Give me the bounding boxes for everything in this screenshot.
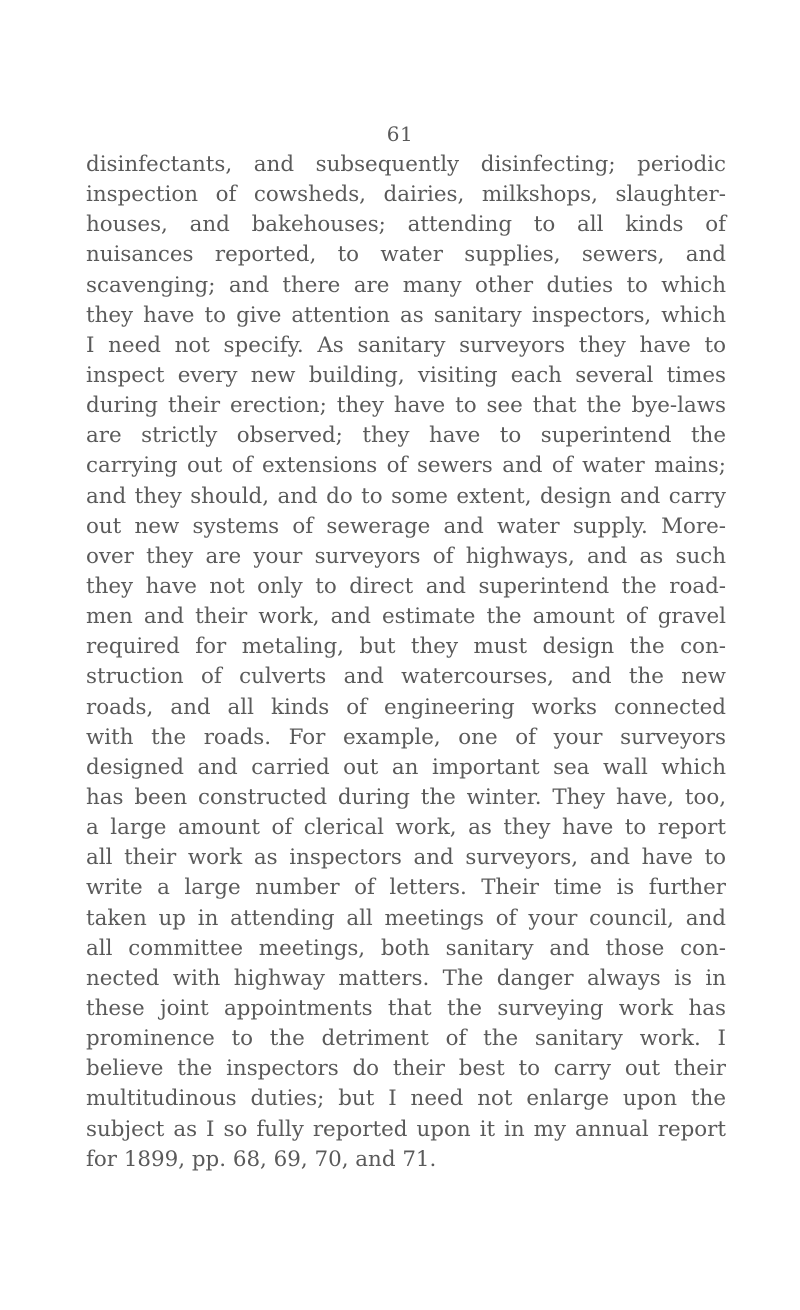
text-line: out new systems of sewerage and water supply. More-	[86, 513, 726, 539]
text-line: scavenging; and there are many other duties to which	[86, 272, 726, 298]
text-line: disinfectants, and subsequently disinfecting; periodic	[86, 152, 726, 177]
text-line: struction of culverts and watercourses, and the new	[86, 664, 726, 690]
text-line: carrying out of extensions of sewers and of water mains;	[86, 453, 726, 479]
text-line: nected with highway matters. The danger always is in	[86, 965, 726, 991]
text-line: with the roads. For example, one of your surveyors	[86, 724, 726, 750]
text-line: these joint appointments that the surveying work has	[86, 995, 726, 1021]
text-line: over they are your surveyors of highways, and as such	[86, 543, 726, 569]
page-number: 61	[386, 122, 414, 146]
text-line: a large amount of clerical work, as they have to report	[86, 815, 726, 841]
text-line: houses, and bakehouses; attending to all kinds of	[86, 212, 726, 238]
text-line: has been constructed during the winter. They have, too,	[86, 784, 726, 810]
text-line: write a large number of letters. Their time is further	[86, 875, 726, 901]
text-line: roads, and all kinds of engineering works connected	[86, 694, 726, 720]
text-line: inspection of cowsheds, dairies, milkshops, slaughter-	[86, 182, 726, 208]
text-line: prominence to the detriment of the sanitary work. I	[86, 1026, 726, 1052]
text-line: required for metaling, but they must design the con-	[86, 634, 726, 660]
text-line: multitudinous duties; but I need not enlarge upon the	[86, 1086, 726, 1112]
text-line: nuisances reported, to water supplies, sewers, and	[86, 242, 726, 268]
text-line: are strictly observed; they have to superintend the	[86, 423, 726, 449]
text-line: inspect every new building, visiting each several times	[86, 362, 726, 388]
text-line: they have to give attention as sanitary inspectors, which	[86, 302, 726, 328]
text-line: and they should, and do to some extent, design and carry	[86, 483, 726, 509]
text-line: men and their work, and estimate the amount of gravel	[86, 604, 726, 630]
text-line: taken up in attending all meetings of your council, and	[86, 905, 726, 931]
text-line: believe the inspectors do their best to carry out their	[86, 1056, 726, 1082]
text-line: they have not only to direct and superintend the road-	[86, 573, 726, 599]
text-line: designed and carried out an important sea wall which	[86, 754, 726, 780]
text-line: all committee meetings, both sanitary and those con-	[86, 935, 726, 961]
text-line: all their work as inspectors and surveyors, and have to	[86, 845, 726, 871]
text-line: for 1899, pp. 68, 69, 70, and 71.	[86, 1146, 437, 1172]
text-line: during their erection; they have to see that the bye-laws	[86, 393, 726, 419]
body-text	[86, 150, 726, 1175]
text-line: subject as I so fully reported upon it in my annual report	[86, 1116, 726, 1142]
text-line: I need not specify. As sanitary surveyors they have to	[86, 332, 726, 358]
